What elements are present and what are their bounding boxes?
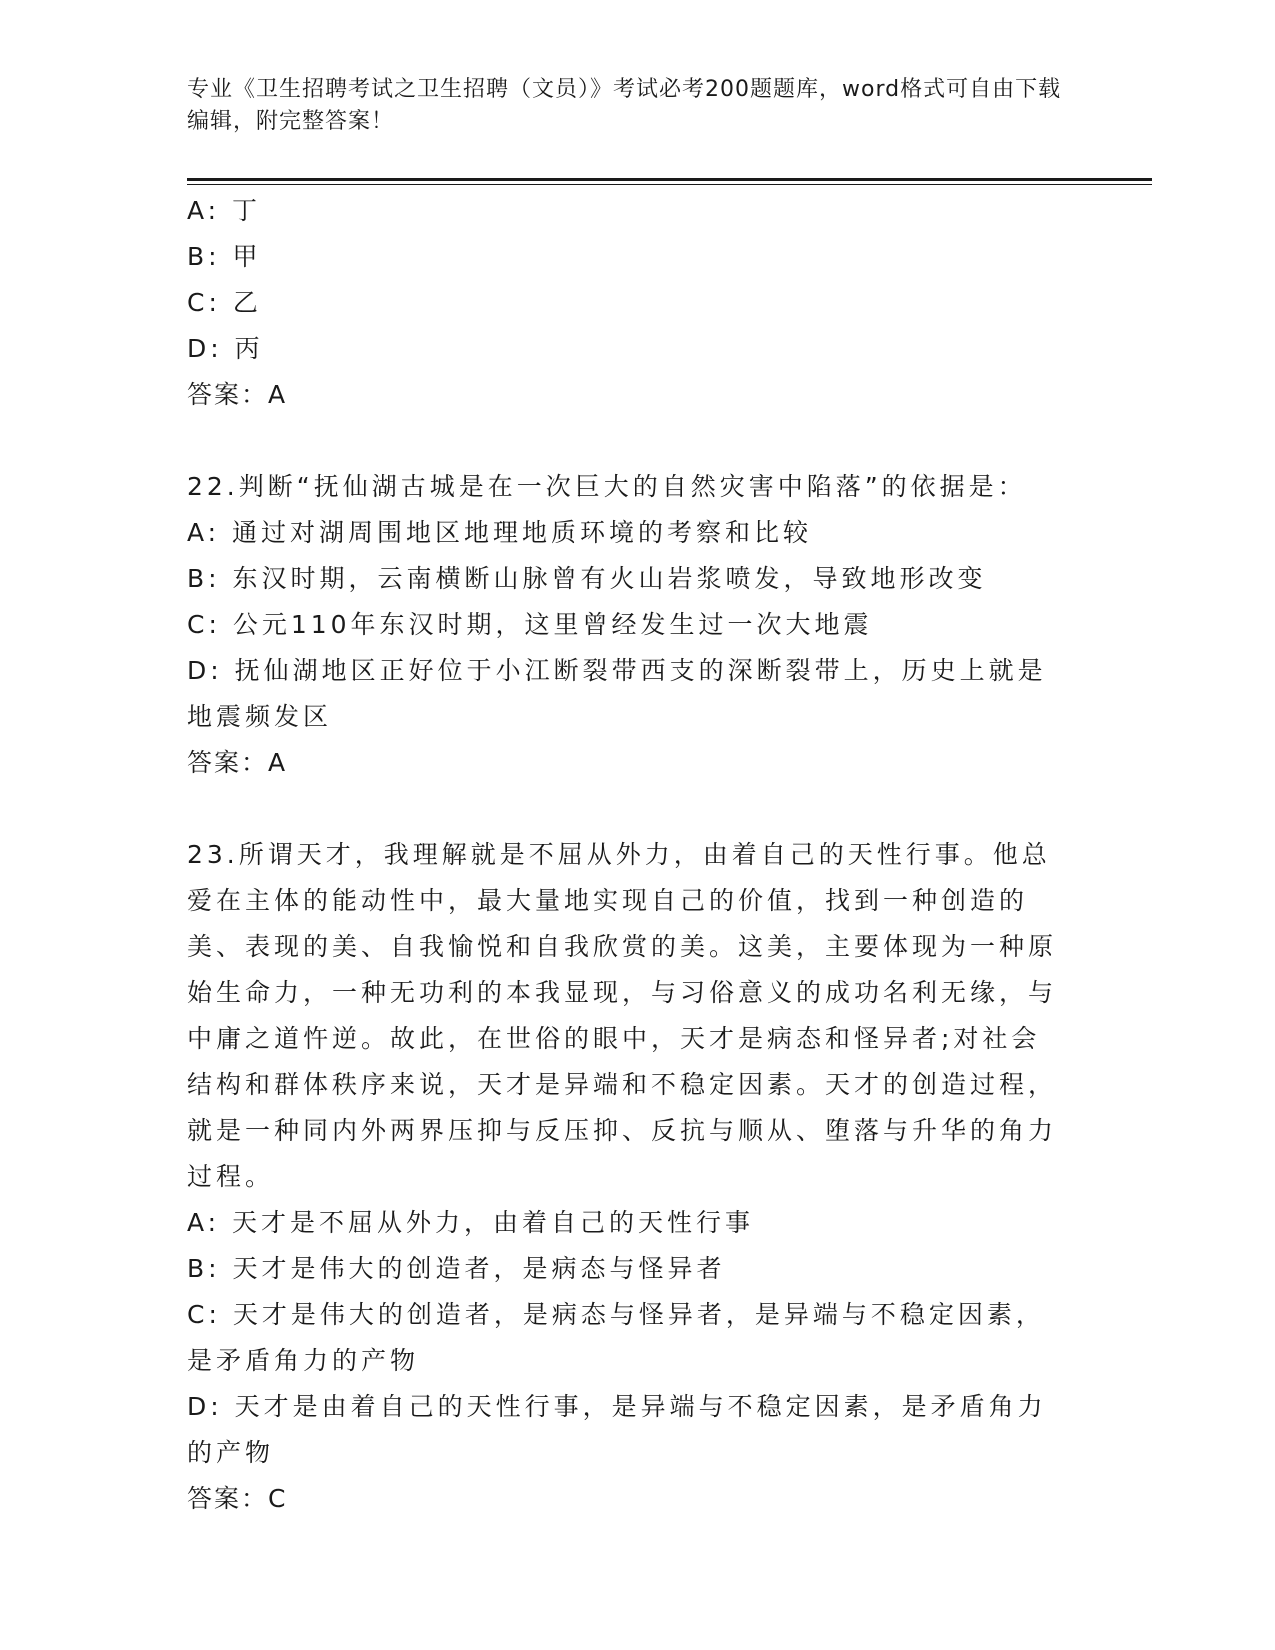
option-d: D: 天才是由着自己的天性行事，是异端与不稳定因素，是矛盾角力的产物 xyxy=(187,1392,1047,1467)
document-header: 专业《卫生招聘考试之卫生招聘（文员）》考试必考200题题库，word格式可自由下载编辑，附完整答案！ xyxy=(187,77,1062,134)
option-b: B: 天才是伟大的创造者，是病态与怪异者 xyxy=(187,1254,726,1283)
option-d: D: 抚仙湖地区正好位于小江断裂带西支的深断裂带上，历史上就是地震频发区 xyxy=(187,656,1047,731)
question-23-block xyxy=(187,832,1067,1522)
option-b: B: 甲 xyxy=(187,242,262,271)
option-c: C: 乙 xyxy=(187,288,262,317)
answer-line: 答案：C xyxy=(187,1484,288,1513)
header-divider-thin xyxy=(187,184,1152,185)
question-text: 23.所谓天才，我理解就是不屈从外力，由着自己的天性行事。他总爱在主体的能动性中，最大量地实现自己的价值，找到一种创造的美、表现的美、自我愉悦和自我欣赏的美。这美，主要体现为一种原始生命力，一种无功利的本我显现，与习俗意义的成功名利无缘，与中庸之道忤逆。故此，在世俗的眼中，天才是病态和怪异者;对社会结构和群体秩序来说，天才是异端和不稳定因素。天才的创造过程，就是一种同内外两界压抑与反压抑、反抗与顺从、堕落与升华的角力过程。 xyxy=(187,840,1058,1191)
option-b: B: 东汉时期，云南横断山脉曾有火山岩浆喷发，导致地形改变 xyxy=(187,564,987,593)
option-c: C: 天才是伟大的创造者，是病态与怪异者，是异端与不稳定因素，是矛盾角力的产物 xyxy=(187,1300,1045,1375)
option-a: A: 通过对湖周围地区地理地质环境的考察和比较 xyxy=(187,518,813,547)
header-divider-thick xyxy=(187,178,1152,181)
question-content xyxy=(187,188,1067,1522)
question-22-block xyxy=(187,464,1067,786)
spacer xyxy=(187,418,1067,464)
answer-line: 答案：A xyxy=(187,748,288,777)
question-text: 22.判断“抚仙湖古城是在一次巨大的自然灾害中陷落”的依据是： xyxy=(187,472,1027,501)
option-c: C: 公元110年东汉时期，这里曾经发生过一次大地震 xyxy=(187,610,873,639)
answer-line: 答案：A xyxy=(187,380,288,409)
question-21-block xyxy=(187,188,1067,418)
option-a: A: 天才是不屈从外力，由着自己的天性行事 xyxy=(187,1208,755,1237)
option-a: A: 丁 xyxy=(187,196,262,225)
spacer xyxy=(187,786,1067,832)
option-d: D: 丙 xyxy=(187,334,264,363)
